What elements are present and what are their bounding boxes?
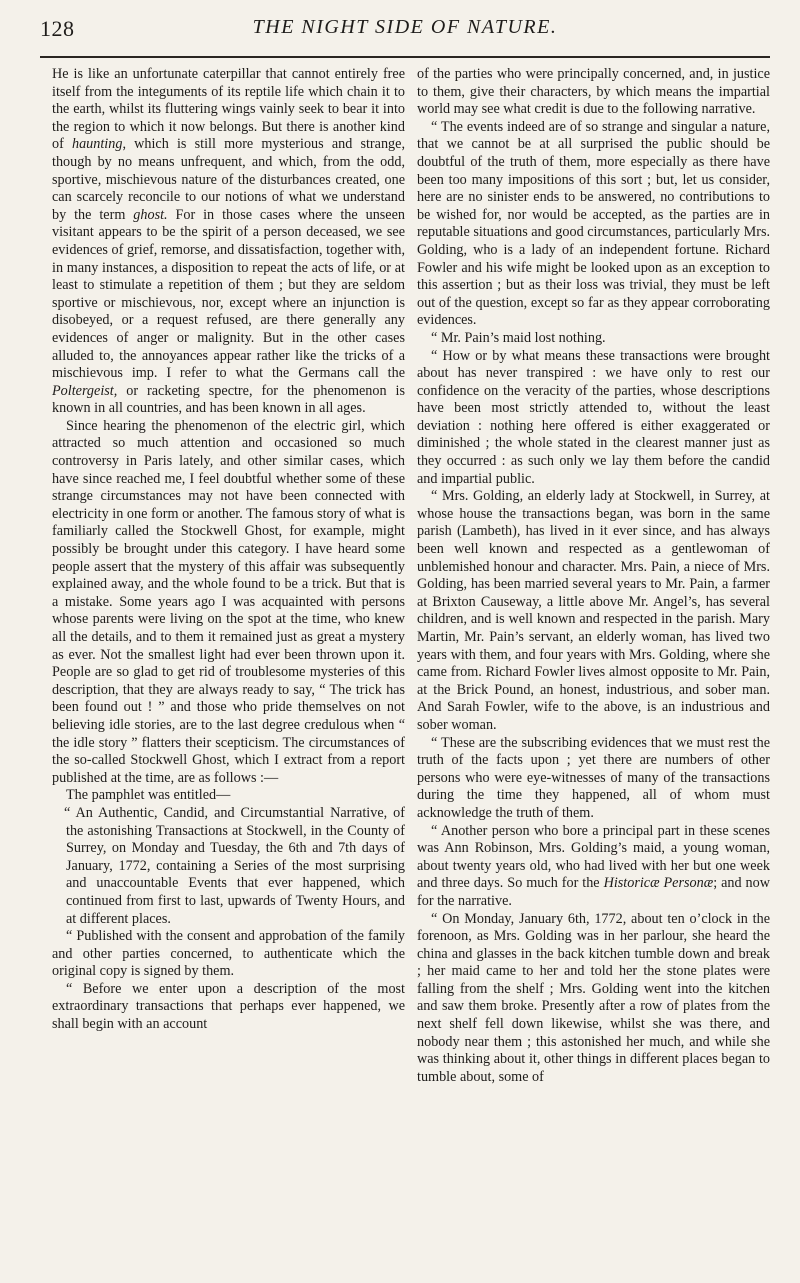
paragraph: “ Published with the consent and approbation of the family and other parties concerned, to authenticate which the original copy is signed by them. xyxy=(52,928,405,980)
paragraph: “ Mr. Pain’s maid lost nothing. xyxy=(431,329,606,346)
text-run: , which is still more mysterious and strange, though by no means unfrequent, and which, from the odd, sportive, mischievous nature of the disturbances created, one can scarcely reconcile to our notions of what we understand by the term xyxy=(52,136,405,223)
text-run: For in those cases where the unseen visitant appears to be the spirit of a person deceased, we see evidences of grief, remorse, and dissatisfaction, together with, in many instances, a disposition to repeat the acts of life, or at least to stimulate a repetition of them ; but they are seldom sportive or mischievous, nor, except where an injunction is disobeyed, or a request refused, are there generally any evidences of anger or malignity. But in the other cases alluded to, the annoyances appear rather like the tricks of a mischievous imp. I refer to what the Germans call the xyxy=(52,206,406,382)
page-number: 128 xyxy=(40,16,75,41)
paragraph: “ On Monday, January 6th, 1772, about ten o’clock in the forenoon, as Mrs. Golding was in her parlour, she heard the china and glasses in the back kitchen tumble down and break ; her maid came to her and told her the stone plates were falling from the shelf ; Mrs. Golding went into the kitchen and saw them broke. Presently after a row of plates from the next shelf fell down likewise, whilst she was there, and nobody near them ; this astonished her much, and while she was thinking about it, other things in different places began to tumble about, some of xyxy=(417,910,770,1085)
paragraph xyxy=(417,823,770,911)
italic-term: haunting xyxy=(71,136,123,153)
right-column xyxy=(417,66,770,1086)
paragraph: “ Before we enter upon a description of the most extraordinary transactions that perhaps ever happened, we shall begin with an account xyxy=(52,980,405,1033)
italic-term: Historicæ Personæ xyxy=(603,875,714,892)
italic-term: Poltergeist, xyxy=(52,382,118,399)
text-run: “ Another person who bore a principal part in these scenes was Ann Robinson, Mrs. Golding’s maid, a young woman, about twenty years old, who had lived with her but one week and three days. So much for the xyxy=(417,822,770,892)
paragraph: “ The events indeed are of so strange and singular a nature, that we cannot be at all surprised the public should be doubtful of the truth of them, more especially as there have been too many impositions of this sort ; but, let us consider, here are no sinister ends to be answered, no contributions to be wished for, nor would be accepted, as the parties are in reputable situations and good circumstances, particularly Mrs. Golding, who is a lady of an independent fortune. Richard Fowler and his wife might be looked upon as an exception to this assertion ; but as their loss was trivial, they must be left out of the question, except so far as they appear corroborating evidences. xyxy=(417,118,771,329)
running-title: THE NIGHT SIDE OF NATURE. xyxy=(252,16,558,38)
pamphlet-title: “ An Authentic, Candid, and Circumstantial Narrative, of the astonishing Transactions at Stockwell, in the County of Surrey, on Monday and Tuesday, the 6th and 7th days of January, 1772, containing a Series of the most surprising and unaccountable Events that ever happened, which continued from first to last, upwards of Twenty Hours, and at different places. xyxy=(64,804,405,927)
paragraph: Since hearing the phenomenon of the electric girl, which attracted so much attention and occasioned so much controversy in Paris lately, and other similar cases, which have since reached me, I feel doubtful whether some of these strange circumstances may not have been connected with electricity in one form or another. The famous story of what is familiarly called the Stockwell Ghost, for example, might possibly be brought under this category. I have heard some people assert that the mystery of this affair was subsequently explained away, and the whole found to be a trick. But that is a mistake. Some years ago I was acquainted with persons whose parents were living on the spot at the time, who knew all the details, and to them it remained just as great a mystery as ever. Not the smallest light had ever been thrown upon it. People are so glad to get rid of troublesome mysteries of this description, that they are always ready to say, “ The trick has been found out ! ” and those who pride themselves on not believing idle stories, are to the last degree credulous when “ the idle story ” flatters their scepticism. The circumstances of the so-called Stockwell Ghost, which I extract from a report published at the time, are as follows :— xyxy=(52,417,405,786)
text-run: He is like an unfortunate caterpillar that cannot entirely free itself from the integuments of its reptile life which chain it to the earth, whilst its fluttering wings vainly seek to bear it into the region to which it now belongs. But there is another kind of xyxy=(52,66,405,153)
paragraph: The pamphlet was entitled— xyxy=(66,787,231,804)
paragraph xyxy=(52,66,405,418)
page-header xyxy=(40,16,770,56)
paragraph: “ How or by what means these transactions were brought about has never transpired : we have only to rest our confidence on the veracity of the parties, whose descriptions have been most strictly attended to, without the least deviation : nothing here offered is either exaggerated or diminished ; the whole stated in the clearest manner just as they occurred : as such only we lay them before the candid and impartial public. xyxy=(417,347,770,487)
paragraph: “ Mrs. Golding, an elderly lady at Stockwell, in Surrey, at whose house the transactions began, was born in the same parish (Lambeth), has lived in it ever since, and has always been well known and respected as a gentlewoman of unblemished honour and character. Mrs. Pain, a niece of Mrs. Golding, has been married several years to Mr. Pain, a farmer at Brixton Causeway, a little above Mr. Angel’s, has several children, and is well known and respected in the parish. Mary Martin, Mr. Pain’s servant, an elderly woman, has lived two years with them, and four years with Mrs. Golding, where she came from. Richard Fowler lives almost opposite to Mr. Pain, at the Brick Pound, an honest, industrious, and sober man. And Sarah Fowler, wife to the above, is an industrious and sober woman. xyxy=(417,488,770,733)
left-column xyxy=(52,66,405,1034)
paragraph: of the parties who were principally concerned, and, in justice to them, give their characters, by which means the impartial world may see what credit is due to the following narrative. xyxy=(417,66,770,118)
text-run: or racketing spectre, for the phenomenon is known in all countries, and has been known in all ages. xyxy=(52,382,405,417)
text-run: ; and now for the narrative. xyxy=(417,875,770,909)
italic-term: ghost. xyxy=(133,206,168,223)
header-rule xyxy=(40,56,770,58)
paragraph: “ These are the subscribing evidences that we must rest the truth of the facts upon ; yet there are numbers of other persons who were eye-witnesses of many of the transactions during the time they happened, all of whom must acknowledge the truth of them. xyxy=(417,734,770,821)
